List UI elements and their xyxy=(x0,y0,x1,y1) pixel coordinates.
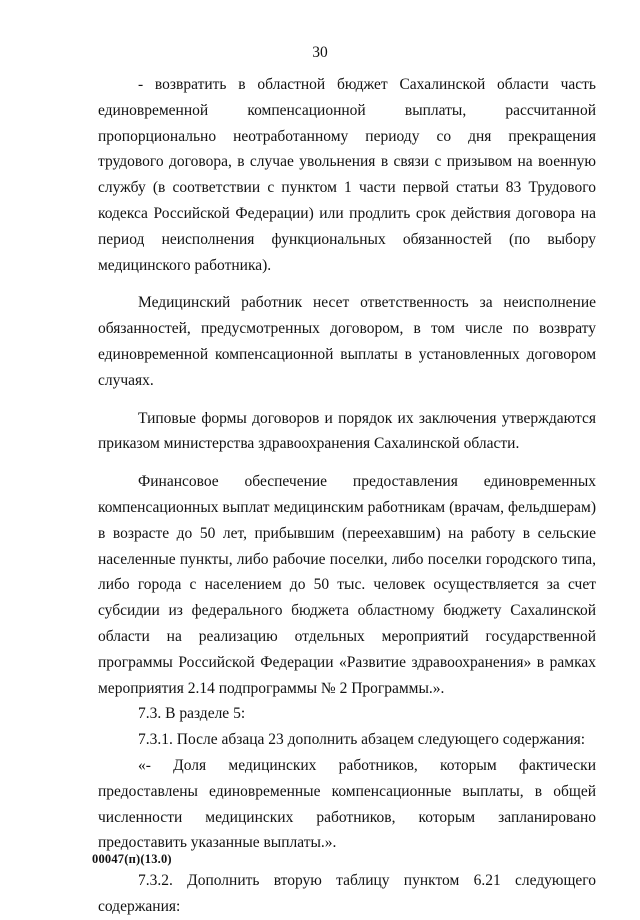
paragraph: Финансовое обеспечение предоставления единовременных компенсационных выплат медицинским работникам (врачам, фельдшерам) в возрасте до 50 лет, прибывшим (переехавшим) на работу в сельские населенные пункты, либо рабочие поселки, либо поселки городского типа, либо города с населением до 50 тыс. человек осуществляется за счет субсидии из федерального бюджета областному бюджету Сахалинской области на реализацию отдельных мероприятий государственной программы Российской Федерации «Развитие здравоохранения» в рамках мероприятия 2.14 подпрограммы № 2 Программы.». xyxy=(98,473,596,697)
paragraph: Медицинский работник несет ответственность за неисполнение обязанностей, предусмотренных договором, в том числе по возврату единовременной компенсационной выплаты в установленных договором случаях. xyxy=(98,294,596,389)
footer-code: 00047(п)(13.0) xyxy=(92,852,172,866)
paragraph: 7.3.2. Дополнить вторую таблицу пунктом 6.21 следующего содержания: xyxy=(98,872,596,915)
paragraph: - возвратить в областной бюджет Сахалинской области часть единовременной компенсационной выплаты, рассчитанной пропорционально неотработанному периоду со дня прекращения трудового договора, в случае увольнения в связи с призывом на военную службу (в соответствии с пунктом 1 части первой статьи 83 Трудового кодекса Российской Федерации) или продлить срок действия договора на период неисполнения функциональных обязанностей (по выбору медицинского работника). xyxy=(98,76,596,274)
paragraph: Типовые формы договоров и порядок их заключения утверждаются приказом министерства здравоохранения Сахалинской области. xyxy=(98,409,596,453)
paragraph: 7.3. В разделе 5: xyxy=(138,705,246,723)
paragraph: «- Доля медицинских работников, которым фактически предоставлены единовременные компенсационные выплаты, в общей численности медицинских работников, которым запланировано предоставить указанные выплаты.». xyxy=(98,756,596,852)
paragraph: 7.3.1. После абзаца 23 дополнить абзацем следующего содержания: xyxy=(138,731,586,749)
document-body xyxy=(98,72,596,920)
page-number: 30 xyxy=(312,44,328,61)
